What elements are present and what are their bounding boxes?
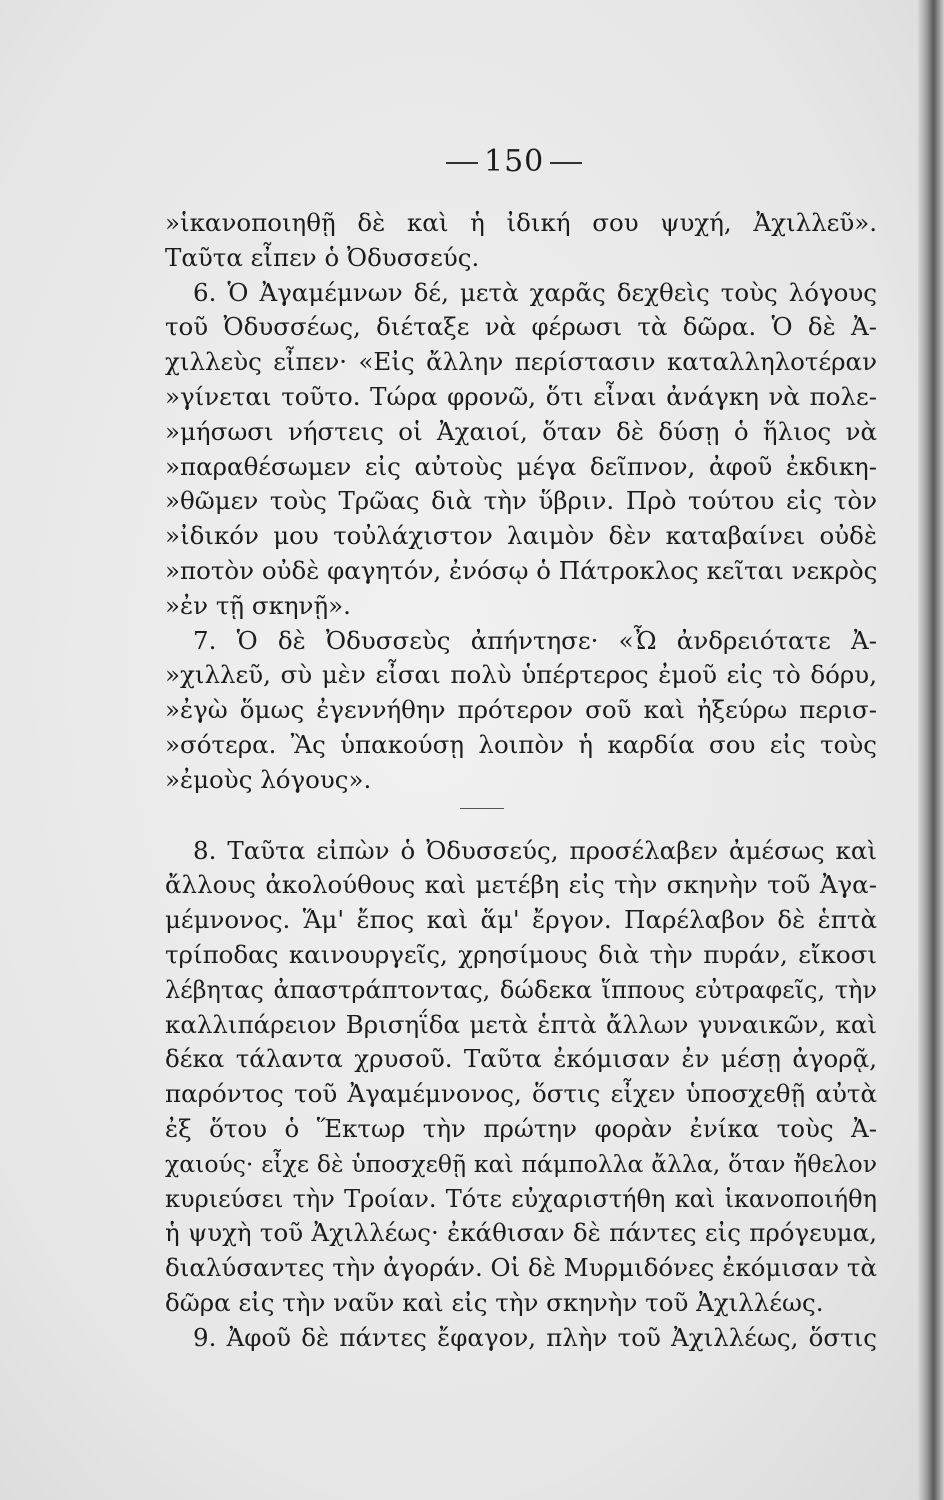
text-line: »χιλλεῦ, σὺ μὲν εἶσαι πολὺ ὑπέρτερος ἐμοῦ εἰς τὸ δόρυ, bbox=[165, 660, 877, 690]
text-line: »ποτὸν οὐδὲ φαγητόν, ἐνόσῳ ὁ Πάτροκλος κεῖται νεκρὸς bbox=[165, 555, 878, 585]
text-line: χαιούς· εἶχε δὲ ὑποσχεθῇ καὶ πάμπολλα ἄλλα, ὅταν ἤθελον bbox=[165, 1149, 877, 1178]
text-line: διαλύσαντες τὴν ἀγοράν. Οἱ δὲ Μυρμιδόνες ἐκόμισαν τὰ bbox=[165, 1253, 877, 1283]
text-line: »ἰδικόν μου τοὐλάχιστον λαιμὸν δὲν καταβαίνει οὐδὲ bbox=[165, 521, 877, 551]
text-line: »μήσωσι νήστεις οἱ Ἀχαιοί, ὅταν δὲ δύσῃ ὁ ἥλιος νὰ bbox=[165, 416, 877, 446]
text-line: »σότερα. Ἂς ὑπακούσῃ λοιπὸν ἡ καρδία σου εἰς τοὺς bbox=[165, 729, 877, 759]
text-line: δῶρα εἰς τὴν ναῦν καὶ εἰς τὴν σκηνὴν τοῦ Ἀχιλλέως. bbox=[165, 1287, 824, 1317]
text-line: κυριεύσει τὴν Τροίαν. Τότε εὐχαριστήθη καὶ ἱκανοποιήθη bbox=[165, 1184, 877, 1213]
text-line: παρόντος τοῦ Ἀγαμέμνονος, ὅστις εἶχεν ὑποσχεθῇ αὐτὰ bbox=[165, 1079, 877, 1109]
text-line: 8. Ταῦτα εἰπὼν ὁ Ὀδυσσεύς, προσέλαβεν ἀμέσως καὶ bbox=[193, 835, 877, 865]
page-number-dash-left bbox=[446, 162, 478, 164]
binding-edge bbox=[918, 0, 944, 1500]
text-line: τοῦ Ὀδυσσέως, διέταξε νὰ φέρωσι τὰ δῶρα. Ὁ δὲ Ἀ- bbox=[165, 312, 877, 342]
text-line: χιλλεὺς εἶπεν· «Εἰς ἄλλην περίστασιν καταλληλοτέραν bbox=[165, 347, 877, 377]
text-line: »ἐν τῇ σκηνῇ». bbox=[165, 590, 351, 620]
page-number-dash-right bbox=[550, 162, 582, 164]
text-line: μέμνονος. Ἅμ' ἔπος καὶ ἅμ' ἔργον. Παρέλαβον δὲ ἑπτὰ bbox=[165, 905, 877, 935]
text-line: δέκα τάλαντα χρυσοῦ. Ταῦτα ἐκόμισαν ἐν μέσῃ ἀγορᾷ, bbox=[165, 1044, 877, 1074]
text-line: Ταῦτα εἶπεν ὁ Ὀδυσσεύς. bbox=[165, 242, 480, 272]
text-line: 7. Ὁ δὲ Ὀδυσσεὺς ἀπήντησε· «Ὦ ἀνδρειότατε Ἀ- bbox=[193, 625, 877, 655]
text-line: ἐξ ὅτου ὁ Ἕκτωρ τὴν πρώτην φορὰν ἐνίκα τοὺς Ἀ- bbox=[165, 1113, 877, 1143]
text-line: »παραθέσωμεν εἰς αὐτοὺς μέγα δεῖπνον, ἀφοῦ ἐκδικη- bbox=[165, 451, 877, 481]
text-line: ἡ ψυχὴ τοῦ Ἀχιλλέως· ἐκάθισαν δὲ πάντες εἰς πρόγευμα, bbox=[165, 1218, 877, 1248]
text-line: »ἐγὼ ὅμως ἐγεννήθην πρότερον σοῦ καὶ ἠξεύρω περισ- bbox=[165, 695, 877, 725]
text-line: ἄλλους ἀκολούθους καὶ μετέβη εἰς τὴν σκηνὴν τοῦ Ἀγα- bbox=[165, 870, 877, 900]
page-number bbox=[440, 144, 588, 179]
text-line: λέβητας ἀπαστράπτοντας, δώδεκα ἵππους εὐτραφεῖς, τὴν bbox=[165, 975, 877, 1004]
body-text bbox=[165, 206, 877, 1356]
text-line: »ἱκανοποιηθῇ δὲ καὶ ἡ ἰδική σου ψυχή, Ἀχιλλεῦ». bbox=[165, 208, 877, 237]
section-separator bbox=[165, 798, 877, 834]
text-line: »γίνεται τοῦτο. Τώρα φρονῶ, ὅτι εἶναι ἀνάγκη νὰ πολε- bbox=[165, 381, 877, 411]
text-line: »ἐμοὺς λόγους». bbox=[165, 764, 372, 794]
page-number-value: 150 bbox=[484, 144, 545, 179]
text-line: τρίποδας καινουργεῖς, χρησίμους διὰ τὴν πυράν, εἴκοσι bbox=[165, 939, 877, 969]
text-line: καλλιπάρειον Βρισηΐδα μετὰ ἑπτὰ ἄλλων γυναικῶν, καὶ bbox=[165, 1009, 877, 1039]
separator-rule bbox=[460, 808, 504, 809]
text-line: 9. Ἀφοῦ δὲ πάντες ἔφαγον, πλὴν τοῦ Ἀχιλλέως, ὅστις bbox=[193, 1322, 877, 1352]
text-line: »θῶμεν τοὺς Τρῶας διὰ τὴν ὕβριν. Πρὸ τούτου εἰς τὸν bbox=[165, 486, 877, 516]
text-line: 6. Ὁ Ἀγαμέμνων δέ, μετὰ χαρᾶς δεχθεὶς τοὺς λόγους bbox=[193, 277, 877, 307]
